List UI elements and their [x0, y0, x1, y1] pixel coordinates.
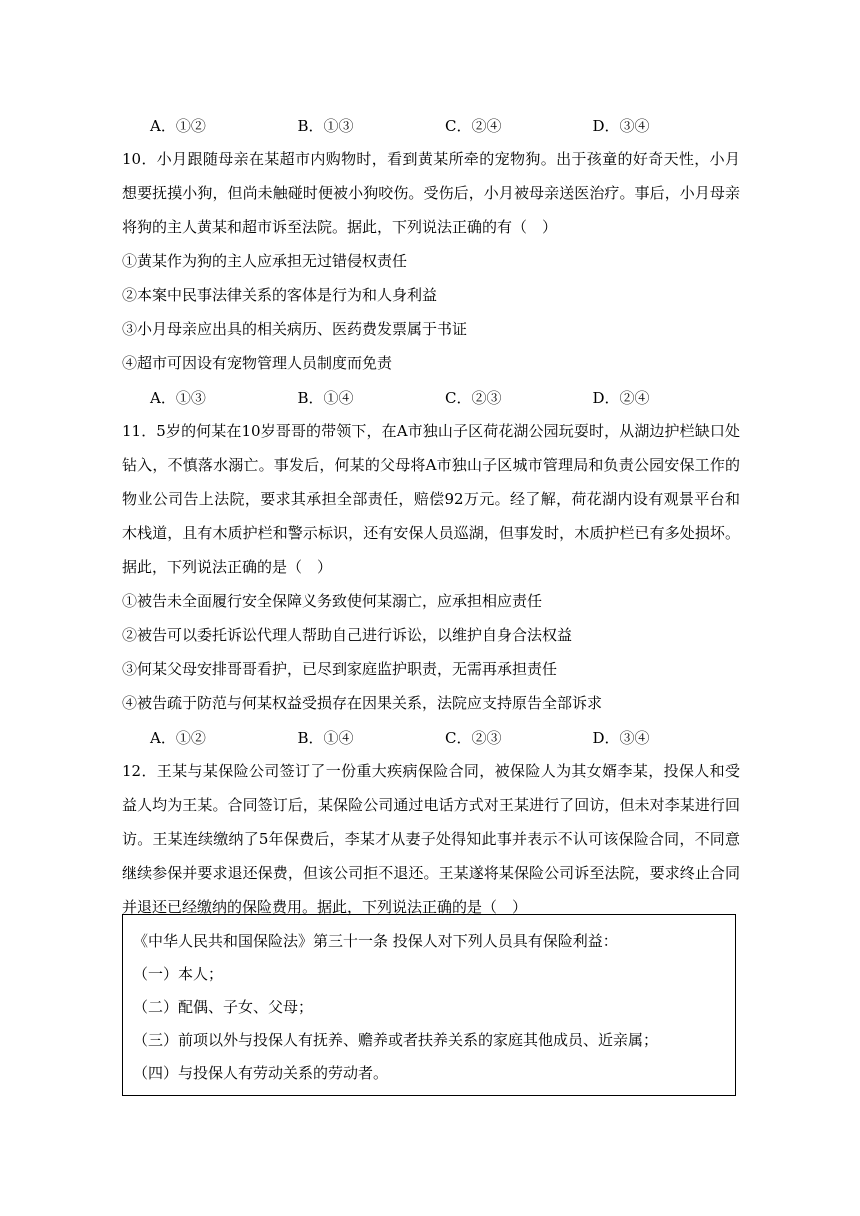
law-title: 《中华人民共和国保险法》第三十一条 投保人对下列人员具有保险利益：: [133, 932, 618, 950]
law-excerpt-box: [122, 914, 736, 1096]
q9-option-a: A．①②: [150, 116, 206, 135]
q11-option-a: A．①②: [150, 728, 206, 747]
law-clause-3: （三）前项以外与投保人有抚养、赡养或者扶养关系的家庭其他成员、近亲属；: [133, 1031, 659, 1049]
q10-option-d: D．②④: [592, 388, 650, 407]
q10-options: [122, 380, 740, 414]
q9-option-b: B．①③: [297, 116, 354, 135]
law-clause-4: （四）与投保人有劳动关系的劳动者。: [133, 1064, 389, 1082]
q10-stem: 10．小月跟随母亲在某超市内购物时，看到黄某所牵的宠物狗。出于孩童的好奇天性，小月想要抚摸小狗，但尚未触碰时便被小狗咬伤。受伤后，小月被母亲送医治疗。事后，小月母亲将狗的主人黄某和超市诉至法院。据此，下列说法正确的有（ ）: [122, 150, 740, 236]
q11-option-d: D．③④: [592, 728, 650, 747]
question-content: [122, 108, 740, 924]
q11-option-b: B．①④: [297, 728, 354, 747]
q9-options: [122, 108, 740, 142]
q11-options: [122, 720, 740, 754]
q10-option-b: B．①④: [297, 388, 354, 407]
q11-item-3: ③何某父母安排哥哥看护，已尽到家庭监护职责，无需再承担责任: [122, 660, 558, 678]
q11-item-2: ②被告可以委托诉讼代理人帮助自己进行诉讼，以维护自身合法权益: [122, 626, 573, 644]
q10-item-3: ③小月母亲应出具的相关病历、医药费发票属于书证: [122, 320, 468, 338]
q12-stem: 12．王某与某保险公司签订了一份重大疾病保险合同，被保险人为其女婿李某，投保人和受益人均为王某。合同签订后，某保险公司通过电话方式对王某进行了回访，但未对李某进行回访。王某连续缴纳了5年保费后，李某才从妻子处得知此事并表示不认可该保险合同，不同意继续参保并要求退还保费，但该公司拒不退还。王某遂将某保险公司诉至法院，要求终止合同并退还已经缴纳的保险费用。据此，下列说法正确的是（ ）: [122, 762, 740, 916]
q9-option-d: D．③④: [592, 116, 650, 135]
law-clause-2: （二）配偶、子女、父母；: [133, 998, 314, 1016]
q10-item-2: ②本案中民事法律关系的客体是行为和人身利益: [122, 286, 438, 304]
q11-item-4: ④被告疏于防范与何某权益受损存在因果关系，法院应支持原告全部诉求: [122, 694, 603, 712]
q10-option-a: A．①③: [150, 388, 206, 407]
q11-item-1: ①被告未全面履行安全保障义务致使何某溺亡，应承担相应责任: [122, 592, 543, 610]
q10-item-1: ①黄某作为狗的主人应承担无过错侵权责任: [122, 252, 408, 270]
q10-option-c: C．②③: [445, 388, 502, 407]
q9-option-c: C．②④: [445, 116, 502, 135]
law-clause-1: （一）本人；: [133, 965, 224, 983]
q11-stem: 11．5岁的何某在10岁哥哥的带领下，在A市独山子区荷花湖公园玩耍时，从湖边护栏缺口处钻入，不慎落水溺亡。事发后，何某的父母将A市独山子区城市管理局和负责公园安保工作的物业公司告上法院，要求其承担全部责任，赔偿92万元。经了解，荷花湖内设有观景平台和木栈道，且有木质护栏和警示标识，还有安保人员巡湖，但事发时，木质护栏已有多处损坏。据此，下列说法正确的是（ ）: [122, 422, 740, 576]
q11-option-c: C．②③: [445, 728, 502, 747]
q10-item-4: ④超市可因设有宠物管理人员制度而免责: [122, 354, 393, 372]
